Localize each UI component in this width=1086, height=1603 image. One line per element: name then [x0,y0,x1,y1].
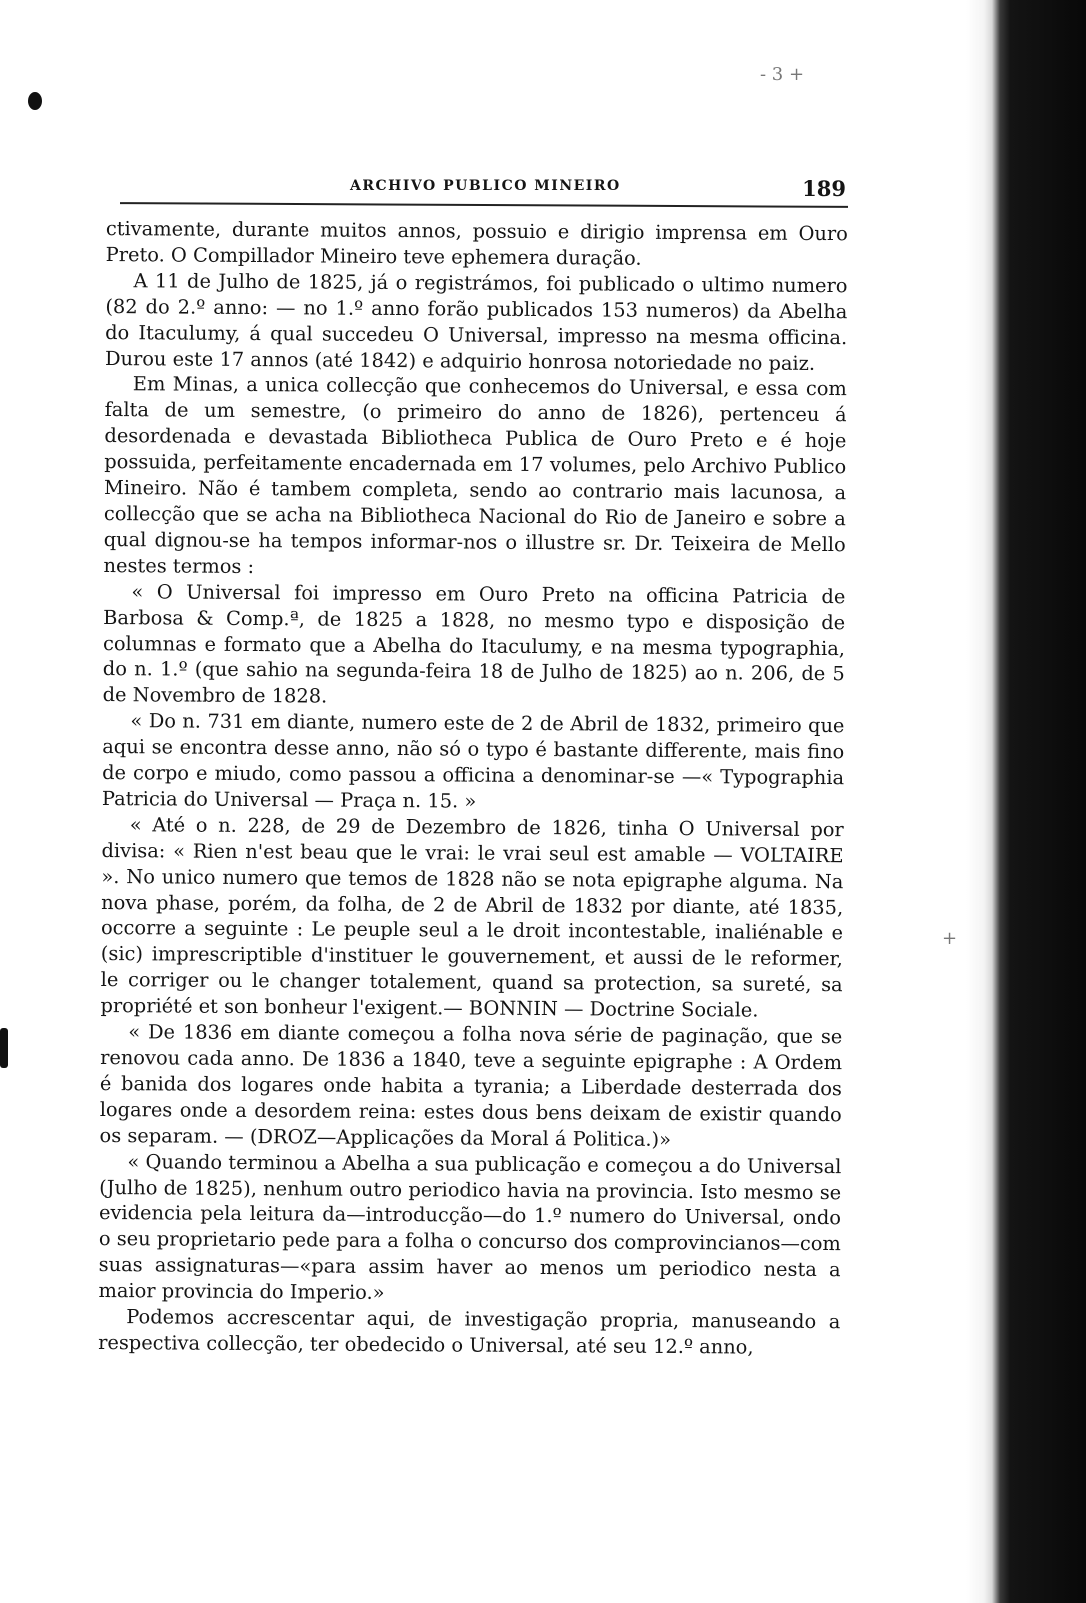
binding-hole [0,1028,8,1068]
paragraph: « Até o n. 228, de 29 de Dezembro de 1826, tinha O Universal por divisa: « Rien n'est beau que le vrai: le vrai seul est amable — VOLTAIRE ». No unico numero que temos de 1828 não se nota epigraphe alguma. Na nova phase, porém, da folha, de 2 de Abril de 1832 por diante, até 1835, occorre a seguinte : Le peuple seul a le droit incontestable, inaliénable e (sic) imprescriptible d'instituer le gouvernement, et aussi de le reformer, le corriger ou le changer totalement, quand sa protection, sa sureté, sa propriété et son bonheur l'exigent.— BONNIN — Doctrine Sociale. [100,813,844,1022]
paragraph: ctivamente, durante muitos annos, possuio e dirigio imprensa em Ouro Preto. O Compillador Mineiro teve ephemera duração. [105,216,848,270]
paragraph: « Do n. 731 em diante, numero este de 2 de Abril de 1832, primeiro que aqui se encontra desse anno, não só o typo é bastante differente, mais fino de corpo e miudo, como passou a officina a denominar-se —« Typographia Patricia do Universal — Praça n. 15. » [101,709,845,813]
paragraph: Podemos accrescentar aqui, de investigação propria, manuseando a respectiva collecção, ter obedecido o Universal, até seu 12.º anno, [98,1305,841,1359]
page-header [120,176,848,206]
body-text [98,216,848,1361]
paragraph: « De 1836 em diante começou a folha nova série de paginação, que se renovou cada anno. De 1836 a 1840, teve a seguinte epigraphe : A Ordem é banida dos logares onde habita a tyrania; a Liberdade desterrada dos logares onde a desordem reina: estes dous bens deixam de existir quando os separam. — (DROZ—Applicações da Moral á Politica.)» [99,1020,843,1151]
header-rule [120,202,848,208]
ink-speck [28,92,42,110]
paragraph: « O Universal foi impresso em Ouro Preto na officina Patricia de Barbosa & Comp.ª, de 1825 a 1828, no mesmo typo e disposição de columnas e formato que a Abelha do Itaculumy, e na mesma typographia, do n. 1.º (que sahio na segunda-feira 18 de Julho de 1825) ao n. 206, de 5 de Novembro de 1828. [102,579,846,708]
page-number: 189 [802,176,846,201]
paragraph: A 11 de Julho de 1825, já o registrámos, foi publicado o ultimo numero (82 do 2.º anno: — no 1.º anno forão publicados 153 numeros) da Abelha do Itaculumy, á qual succedeu O Universal, impresso na mesma officina. Durou este 17 annos (até 1842) e adquirio honrosa notoriedade no paiz. [104,269,848,375]
paragraph: « Quando terminou a Abelha a sua publicação e começou a do Universal (Julho de 1825), nenhum outro periodico havia na provincia. Isto mesmo se evidencia pela leitura da—introducção—do 1.º numero do Universal, ondo o seu proprietario pede para a folha o concurso dos comprovincianos—com suas assignaturas—«para assim haver ao menos um periodico nesta a maior provincia do Imperio.» [98,1149,842,1305]
book-spine-shadow [966,0,1086,1603]
paragraph: Em Minas, a unica collecção que conhecemos do Universal, e essa com falta de um semestre, (o primeiro do anno de 1826), pertenceu á desordenada e devastada Bibliotheca Publica de Ouro Preto e é hoje possuida, perfeitamente encadernada em 17 volumes, pelo Archivo Publico Mineiro. Não é tambem completa, sendo ao contrario mais lacunosa, a collecção que se acha na Bibliotheca Nacional do Rio de Janeiro e sobre a qual dignou-se ha tempos informar-nos o illustre sr. Dr. Teixeira de Mello nestes termos : [103,372,847,578]
corner-mark: - 3 + [760,64,805,85]
margin-mark: + [942,928,958,949]
running-head: ARCHIVO PUBLICO MINEIRO [350,178,621,194]
